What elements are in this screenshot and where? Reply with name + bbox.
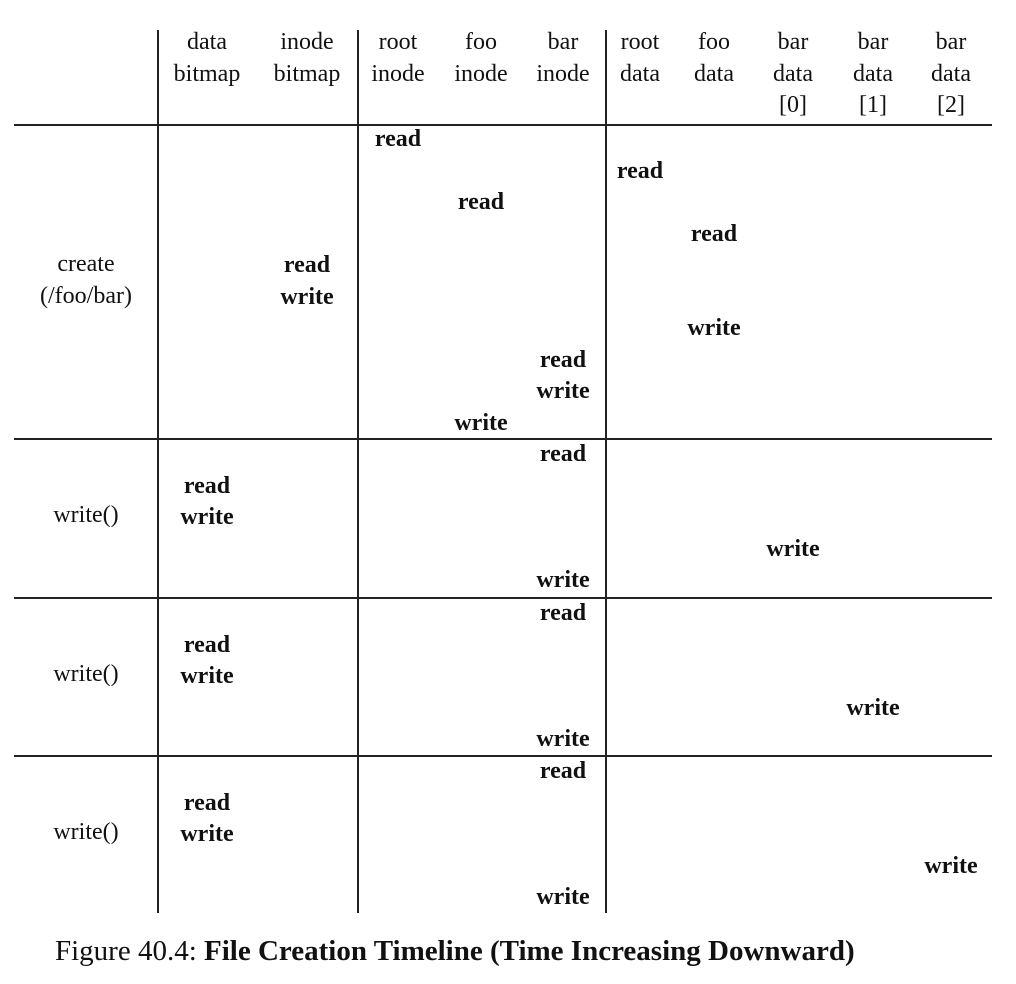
event-read-bar-inode: read	[539, 441, 587, 467]
column-header-bar-data-1	[828, 27, 918, 122]
column-header-foo-inode	[436, 27, 526, 90]
event-read-data-bitmap: read	[183, 631, 231, 658]
event-write-bar-inode: write	[536, 726, 590, 752]
event-read-foo-data: read	[690, 220, 738, 247]
event-write-bar-inode: write	[536, 378, 590, 404]
column-header-line: data	[931, 60, 971, 87]
horizontal-rule	[14, 755, 992, 757]
column-header-inode-bitmap	[262, 27, 352, 90]
horizontal-rule	[14, 124, 992, 126]
event-write-data-bitmap: write	[180, 663, 234, 689]
column-header-line: inode	[536, 60, 590, 87]
event-write-bar-data-2: write	[924, 852, 978, 879]
column-header-line: foo	[465, 29, 497, 55]
column-header-line: root	[620, 29, 660, 55]
column-header-line: bitmap	[273, 60, 341, 87]
figure-caption-label: Figure 40.4:	[55, 935, 205, 967]
event-write-bar-data-0: write	[766, 535, 820, 562]
event-write-data-bitmap: write	[180, 821, 234, 847]
event-write-inode-bitmap: write	[280, 283, 334, 310]
operation-label-write1	[31, 500, 141, 532]
column-header-line: bar	[777, 29, 809, 55]
event-write-foo-inode: write	[454, 409, 508, 436]
column-header-bar-data-0	[748, 27, 838, 122]
operation-label-line: write()	[53, 502, 119, 528]
horizontal-rule	[14, 597, 992, 599]
operation-label-line: create	[57, 251, 115, 277]
column-header-root-inode	[353, 27, 443, 90]
column-header-line: data	[694, 60, 734, 87]
event-read-root-inode: read	[374, 126, 422, 152]
figure-caption	[55, 931, 855, 971]
operation-label-line: (/foo/bar)	[40, 282, 132, 309]
column-header-line: foo	[698, 29, 730, 55]
operation-label-line: write()	[53, 661, 119, 687]
event-read-bar-inode: read	[539, 758, 587, 784]
operation-label-write2	[31, 659, 141, 691]
column-header-line: bitmap	[173, 60, 241, 87]
column-header-line: data	[620, 60, 660, 87]
vertical-rule	[357, 30, 359, 913]
column-header-line: bar	[935, 29, 967, 55]
column-header-line: inode	[280, 29, 334, 55]
event-write-bar-inode: write	[536, 884, 590, 910]
column-header-line: bar	[547, 29, 579, 55]
event-write-data-bitmap: write	[180, 504, 234, 530]
column-header-line: bar	[857, 29, 889, 55]
column-header-line: data	[773, 60, 813, 87]
column-header-line: inode	[371, 60, 425, 87]
column-header-data-bitmap	[162, 27, 252, 90]
column-header-line: root	[378, 29, 418, 55]
event-write-bar-data-1: write	[846, 694, 900, 721]
column-header-line: [1]	[859, 92, 887, 118]
operation-label-line: write()	[53, 819, 119, 845]
horizontal-rule	[14, 438, 992, 440]
event-read-bar-inode: read	[539, 346, 587, 373]
operation-label-create	[31, 249, 141, 312]
column-header-line: data	[187, 29, 227, 55]
event-read-foo-inode: read	[457, 189, 505, 215]
figure-caption-title: File Creation Timeline (Time Increasing Downward)	[204, 935, 855, 967]
event-read-data-bitmap: read	[183, 789, 231, 816]
event-read-inode-bitmap: read	[283, 252, 331, 278]
column-header-line: inode	[454, 60, 508, 87]
event-read-bar-inode: read	[539, 600, 587, 626]
event-read-data-bitmap: read	[183, 472, 231, 499]
operation-label-write3	[31, 817, 141, 849]
column-header-line: data	[853, 60, 893, 87]
column-header-line: [2]	[937, 92, 965, 118]
event-read-root-data: read	[616, 157, 664, 184]
event-write-bar-inode: write	[536, 567, 590, 593]
event-write-foo-data: write	[687, 315, 741, 341]
column-header-foo-data	[669, 27, 759, 90]
column-header-bar-data-2	[906, 27, 996, 122]
column-header-line: [0]	[779, 92, 807, 118]
